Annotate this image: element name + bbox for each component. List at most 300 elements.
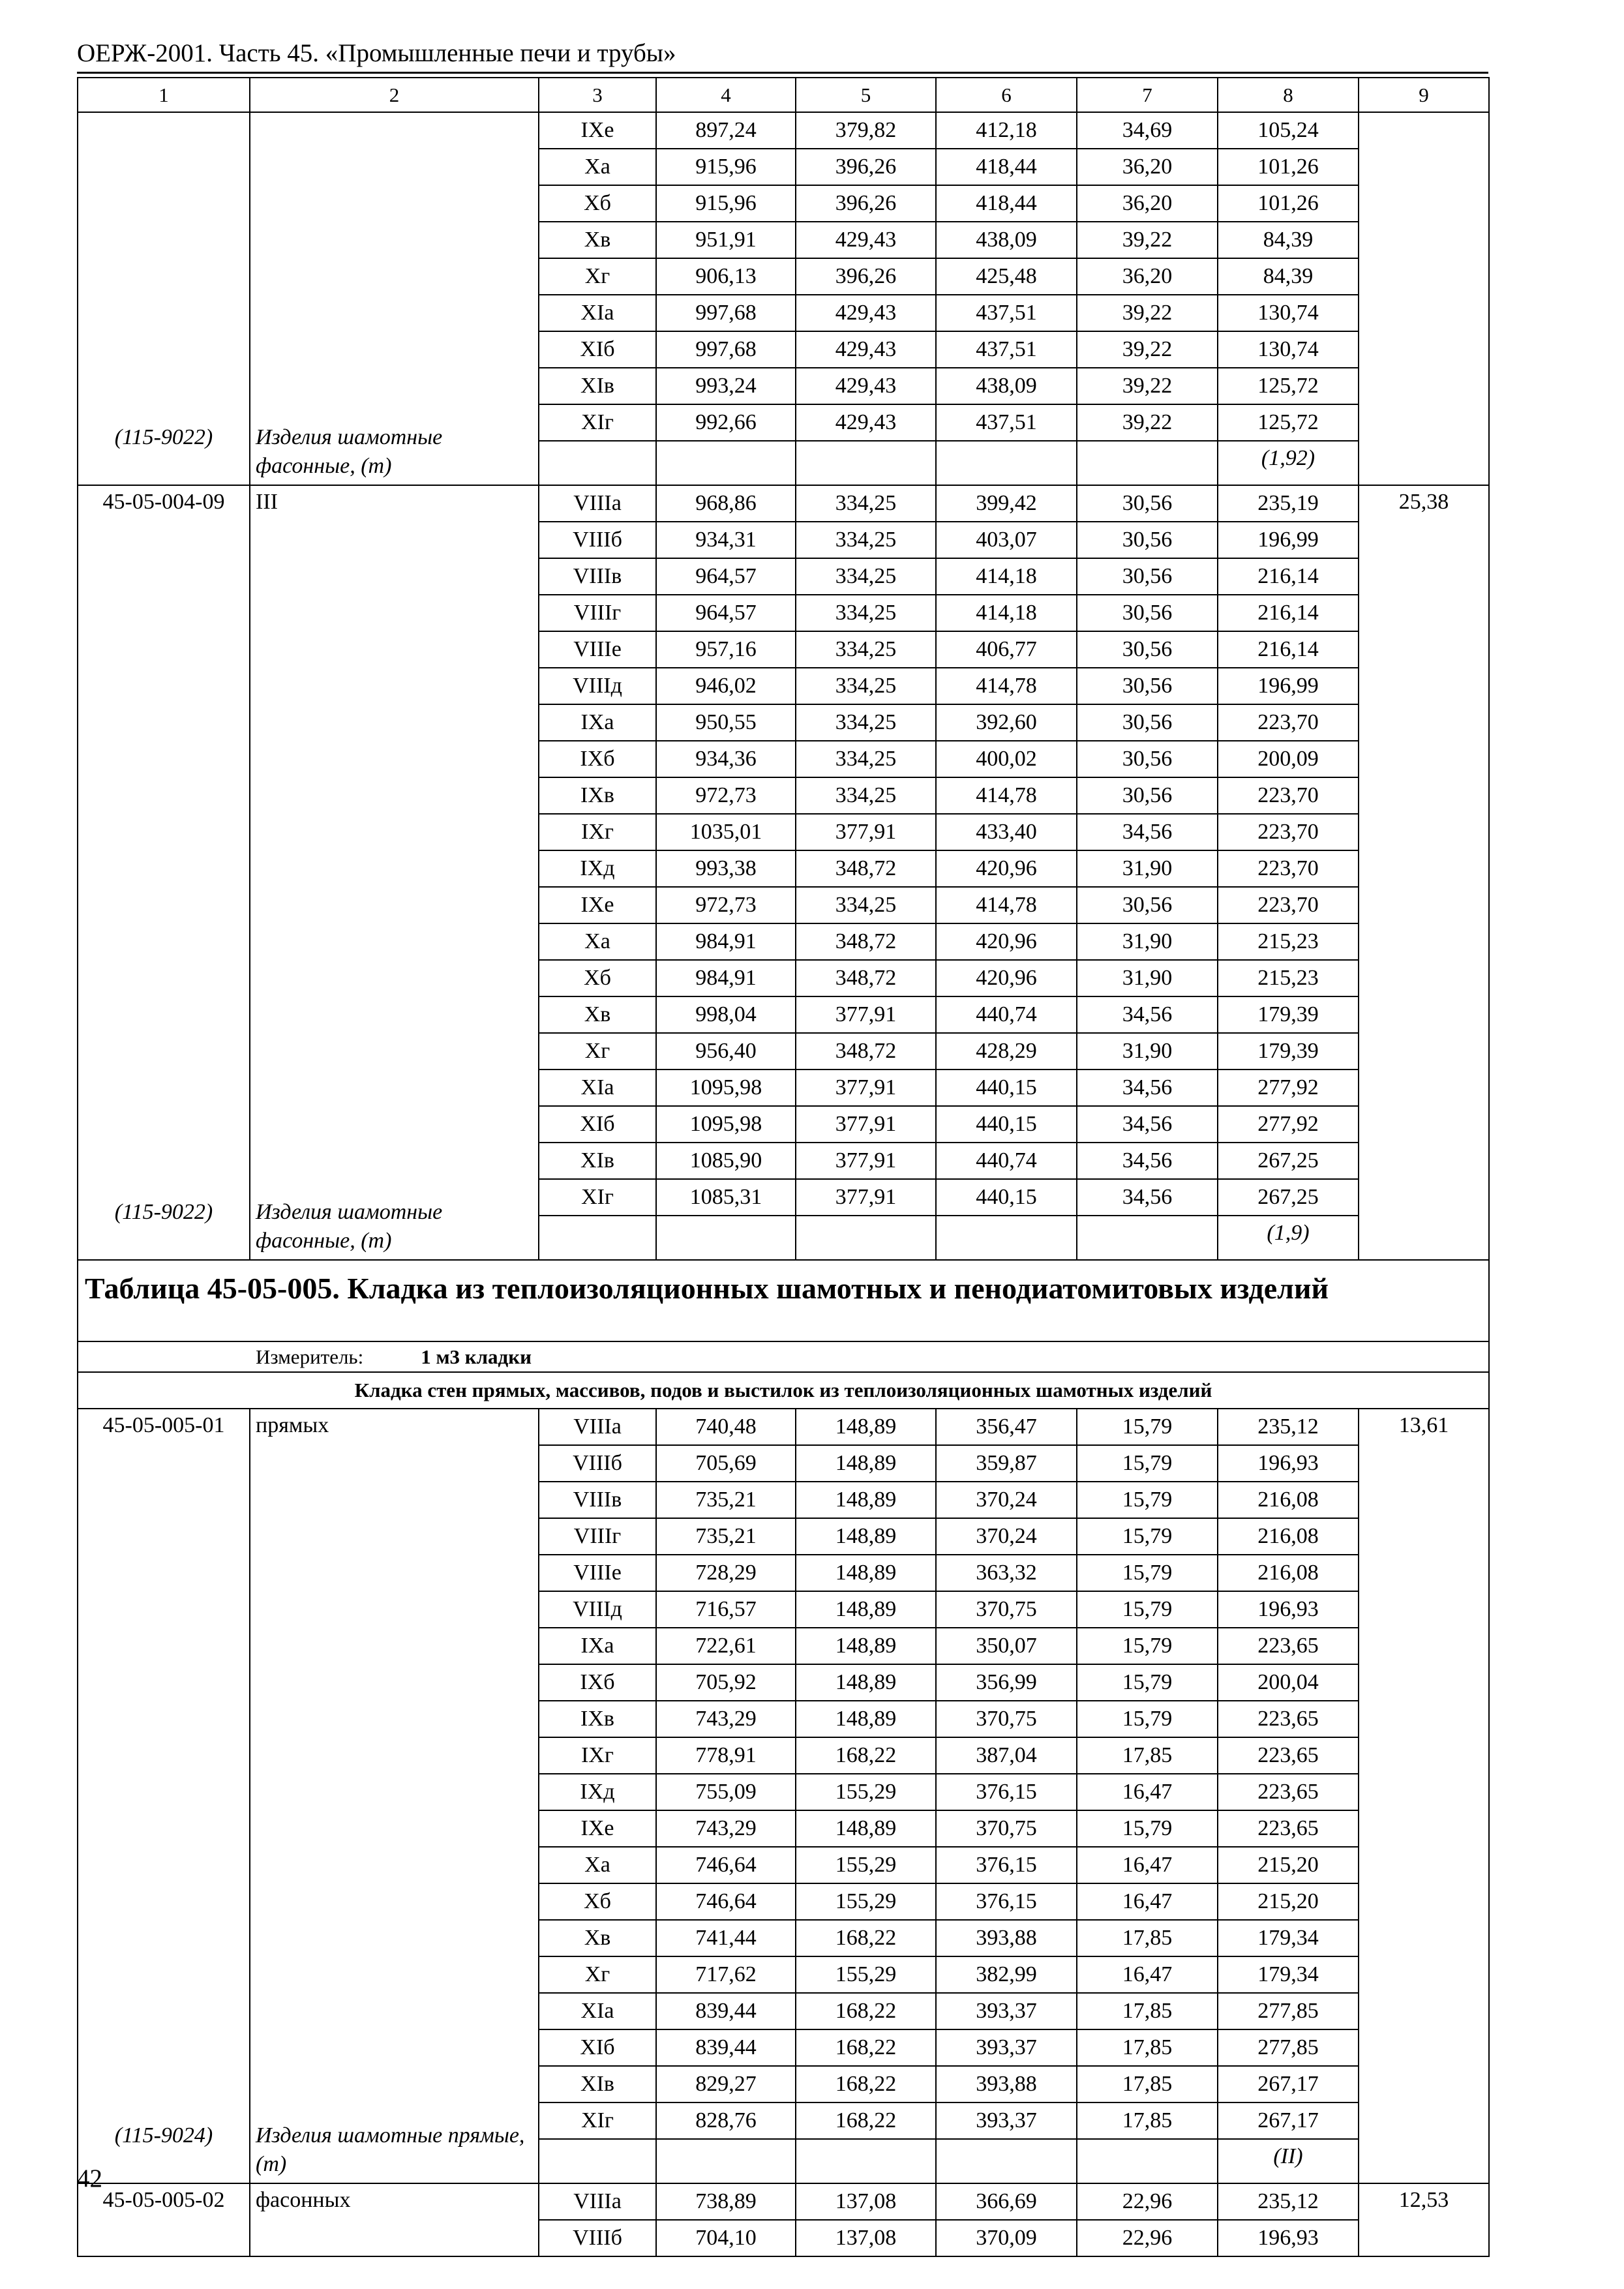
table-cell: 377,91 [796,1143,936,1179]
table-cell: 704,10 [656,2220,796,2256]
table-cell: 393,88 [936,2066,1077,2102]
table-cell: 200,09 [1218,741,1359,777]
table-cell: 30,56 [1077,631,1218,668]
table-cell: XIг [539,1179,656,1216]
rate-code: 45-05-004-09 (115-9022) [78,485,250,1260]
table-cell: 148,89 [796,1445,936,1482]
table-row [78,2183,1489,2220]
table-cell: 437,51 [936,404,1077,441]
empty-cell [539,2139,656,2183]
note-label: Изделия шамотные фасонные, (т) [256,425,443,478]
table-cell: 130,74 [1218,295,1359,331]
table-cell: VIIIa [539,485,656,522]
table-cell: 746,64 [656,1847,796,1883]
table-cell: 179,39 [1218,1033,1359,1070]
table-cell: 34,56 [1077,1070,1218,1106]
table-cell: 420,96 [936,850,1077,887]
table-cell: 15,79 [1077,1591,1218,1628]
table-cell: 348,72 [796,923,936,960]
table-cell: 39,22 [1077,331,1218,368]
table-cell: 334,25 [796,668,936,704]
table-cell: 267,25 [1218,1179,1359,1216]
table-cell: 16,47 [1077,1774,1218,1810]
table-cell: Xв [539,996,656,1033]
column-number: 1 [78,78,250,112]
table-cell: 17,85 [1077,2029,1218,2066]
table-cell: 223,70 [1218,887,1359,923]
table-cell: XIв [539,2066,656,2102]
table-cell: 17,85 [1077,1737,1218,1774]
column-number: 4 [656,78,796,112]
table-cell: 34,56 [1077,1106,1218,1143]
table-cell: 705,92 [656,1664,796,1701]
table-cell: 722,61 [656,1628,796,1664]
table-cell: 376,15 [936,1883,1077,1920]
table-cell: 30,56 [1077,704,1218,741]
table-cell: 396,26 [796,185,936,222]
table-cell: 740,48 [656,1409,796,1445]
table-cell: 377,91 [796,814,936,850]
table-cell: 216,14 [1218,558,1359,595]
table-cell: 277,92 [1218,1106,1359,1143]
table-cell: 215,20 [1218,1883,1359,1920]
table-cell: 420,96 [936,960,1077,996]
table-cell: 997,68 [656,295,796,331]
table-cell: 216,08 [1218,1482,1359,1518]
table-cell: 148,89 [796,1664,936,1701]
table-cell: 1095,98 [656,1106,796,1143]
subsection-title: Кладка стен прямых, массивов, подов и выстилок из теплоизоляционных шамотных изделий [78,1372,1489,1409]
table-cell: 377,91 [796,1106,936,1143]
table-cell: 267,17 [1218,2066,1359,2102]
empty-cell [1077,2139,1218,2183]
column-number: 6 [936,78,1077,112]
table-cell: 348,72 [796,850,936,887]
table-cell: 376,15 [936,1847,1077,1883]
table-cell: 968,86 [656,485,796,522]
table-cell: IXг [539,814,656,850]
table-cell: 101,26 [1218,149,1359,185]
table-cell: 356,99 [936,1664,1077,1701]
table-cell: XIб [539,1106,656,1143]
table-cell: 429,43 [796,222,936,258]
table-cell: 997,68 [656,331,796,368]
table-cell: VIIIв [539,1482,656,1518]
table-cell: 196,99 [1218,668,1359,704]
table-cell: 196,93 [1218,1445,1359,1482]
table-cell: Xб [539,1883,656,1920]
rate-name: прямых Изделия шамотные прямые, (т) [250,1409,539,2183]
table-cell: 148,89 [796,1409,936,1445]
table-cell: 370,75 [936,1810,1077,1847]
column-number: 2 [250,78,539,112]
table-cell: 934,36 [656,741,796,777]
table-cell: 200,04 [1218,1664,1359,1701]
table-cell: 223,65 [1218,1774,1359,1810]
table-cell: 839,44 [656,1993,796,2029]
table-cell: 440,15 [936,1106,1077,1143]
table-cell: 828,76 [656,2102,796,2139]
table-cell: 39,22 [1077,222,1218,258]
note-code: (115-9024) [114,2123,213,2147]
table-cell: 1085,90 [656,1143,796,1179]
table-cell: VIIIв [539,558,656,595]
table-cell: 15,79 [1077,1628,1218,1664]
table-cell: 15,79 [1077,1409,1218,1445]
table-cell: XIa [539,1070,656,1106]
table-cell: 39,22 [1077,404,1218,441]
table-cell: 148,89 [796,1628,936,1664]
table-cell: 31,90 [1077,960,1218,996]
table-cell: 196,93 [1218,1591,1359,1628]
table-cell: 34,56 [1077,1143,1218,1179]
table-cell: 829,27 [656,2066,796,2102]
table-cell: 400,02 [936,741,1077,777]
table-cell: 334,25 [796,704,936,741]
table-cell: 370,24 [936,1518,1077,1555]
table-cell: 393,37 [936,2029,1077,2066]
table-cell: IXб [539,741,656,777]
table-cell: 148,89 [796,1591,936,1628]
rates-table-body [78,78,1489,2256]
empty-cell [796,441,936,485]
table-cell: 34,69 [1077,112,1218,149]
table-cell: Xв [539,222,656,258]
table-cell: 15,79 [1077,1518,1218,1555]
table-cell: 429,43 [796,331,936,368]
table-cell: 429,43 [796,295,936,331]
table-cell: Xг [539,1956,656,1993]
table-title-row [78,1260,1489,1341]
table-cell: 934,31 [656,522,796,558]
table-cell: 440,15 [936,1070,1077,1106]
table-cell: 267,25 [1218,1143,1359,1179]
table-cell: 993,38 [656,850,796,887]
table-cell: IXa [539,1628,656,1664]
empty-cell [656,2139,796,2183]
table-cell: 951,91 [656,222,796,258]
table-cell: 392,60 [936,704,1077,741]
table-cell: 30,56 [1077,595,1218,631]
table-cell: 425,48 [936,258,1077,295]
table-cell: 125,72 [1218,368,1359,404]
table-cell: XIa [539,295,656,331]
table-cell: IXe [539,112,656,149]
table-cell: 396,26 [796,258,936,295]
table-cell: 440,15 [936,1179,1077,1216]
table-cell: 915,96 [656,149,796,185]
empty-cell [796,2139,936,2183]
table-cell: 334,25 [796,887,936,923]
table-cell: 179,39 [1218,996,1359,1033]
note-value: (1,9) [1218,1216,1359,1260]
table-cell: 356,47 [936,1409,1077,1445]
table-cell: Xг [539,1033,656,1070]
table-cell: 277,85 [1218,2029,1359,2066]
table-cell: VIIIб [539,1445,656,1482]
rate-code [78,112,250,485]
table-cell: 1035,01 [656,814,796,850]
column-number: 8 [1218,78,1359,112]
table-cell: 17,85 [1077,2102,1218,2139]
table-cell: 223,65 [1218,1628,1359,1664]
table-cell: 31,90 [1077,850,1218,887]
table-cell: 34,56 [1077,996,1218,1033]
table-cell: 334,25 [796,741,936,777]
table-cell: 30,56 [1077,887,1218,923]
table-cell: 84,39 [1218,222,1359,258]
page-number: 42 [77,2164,102,2192]
table-cell: 155,29 [796,1847,936,1883]
column-number: 5 [796,78,936,112]
table-cell: 16,47 [1077,1847,1218,1883]
empty-cell [539,1216,656,1260]
rate-code: 45-05-005-02 [78,2183,250,2256]
table-cell: VIIIд [539,1591,656,1628]
table-cell: 22,96 [1077,2220,1218,2256]
table-cell: 382,99 [936,1956,1077,1993]
table-cell: 348,72 [796,1033,936,1070]
table-cell: 735,21 [656,1482,796,1518]
table-cell: 155,29 [796,1883,936,1920]
table-cell: XIб [539,331,656,368]
table-cell: IXe [539,1810,656,1847]
table-cell: 433,40 [936,814,1077,850]
table-cell: VIIIд [539,668,656,704]
table-cell: 428,29 [936,1033,1077,1070]
table-row [78,485,1489,522]
table-cell: 992,66 [656,404,796,441]
col9-value: 12,53 [1359,2183,1489,2256]
table-cell: 31,90 [1077,923,1218,960]
table-cell: 998,04 [656,996,796,1033]
table-cell: 778,91 [656,1737,796,1774]
table-cell: IXб [539,1664,656,1701]
table-cell: 964,57 [656,595,796,631]
table-cell: 105,24 [1218,112,1359,149]
empty-cell [1077,1216,1218,1260]
table-cell: 984,91 [656,923,796,960]
table-cell: 155,29 [796,1774,936,1810]
table-cell: 15,79 [1077,1445,1218,1482]
table-cell: 36,20 [1077,258,1218,295]
table-cell: 950,55 [656,704,796,741]
table-cell: 223,70 [1218,850,1359,887]
subsection-row [78,1372,1489,1409]
table-cell: Xб [539,960,656,996]
note-value: (1,92) [1218,441,1359,485]
table-cell: 738,89 [656,2183,796,2220]
table-cell: 379,82 [796,112,936,149]
table-cell: 30,56 [1077,668,1218,704]
table-cell: 125,72 [1218,404,1359,441]
table-cell: 370,09 [936,2220,1077,2256]
table-cell: VIIIe [539,631,656,668]
table-cell: 370,75 [936,1701,1077,1737]
table-cell: 223,65 [1218,1737,1359,1774]
table-cell: 15,79 [1077,1482,1218,1518]
table-cell: 993,24 [656,368,796,404]
table-cell: 350,07 [936,1628,1077,1664]
table-cell: 743,29 [656,1701,796,1737]
empty-cell [796,1216,936,1260]
table-cell: 216,08 [1218,1518,1359,1555]
rates-table [77,77,1490,2257]
table-cell: 438,09 [936,368,1077,404]
table-cell: VIIIг [539,595,656,631]
table-cell: 440,74 [936,996,1077,1033]
table-cell: Xг [539,258,656,295]
table-cell: 915,96 [656,185,796,222]
table-cell: 137,08 [796,2220,936,2256]
table-cell: 22,96 [1077,2183,1218,2220]
table-cell: 377,91 [796,1070,936,1106]
table-cell: 334,25 [796,522,936,558]
empty-cell [539,441,656,485]
table-cell: 277,85 [1218,1993,1359,2029]
table-cell: VIIIг [539,1518,656,1555]
table-cell: 956,40 [656,1033,796,1070]
table-cell: 437,51 [936,331,1077,368]
table-cell: 101,26 [1218,185,1359,222]
table-cell: 277,92 [1218,1070,1359,1106]
table-cell: 363,32 [936,1555,1077,1591]
table-cell: 716,57 [656,1591,796,1628]
table-cell: 334,25 [796,558,936,595]
table-cell: 418,44 [936,185,1077,222]
table-cell: 906,13 [656,258,796,295]
page-header: ОЕРЖ-2001. Часть 45. «Промышленные печи и трубы» [77,39,676,67]
table-cell: XIв [539,368,656,404]
table-cell: 334,25 [796,631,936,668]
table-cell: VIIIa [539,1409,656,1445]
table-cell: 406,77 [936,631,1077,668]
table-cell: 148,89 [796,1555,936,1591]
col9-value [1359,112,1489,485]
table-cell: XIг [539,404,656,441]
table-cell: 334,25 [796,595,936,631]
table-cell: 16,47 [1077,1883,1218,1920]
table-cell: 393,37 [936,2102,1077,2139]
note-code: (115-9022) [114,1200,213,1224]
table-cell: 420,96 [936,923,1077,960]
table-cell: 130,74 [1218,331,1359,368]
table-cell: Xб [539,185,656,222]
table-cell: 216,14 [1218,595,1359,631]
table-cell: 36,20 [1077,149,1218,185]
table-cell: 168,22 [796,1993,936,2029]
table-cell: XIa [539,1993,656,2029]
table-title: Таблица 45-05-005. Кладка из теплоизоляционных шамотных и пенодиатомитовых изделий [78,1260,1489,1341]
rate-code: 45-05-005-01 (115-9024) [78,1409,250,2183]
table-row [78,112,1489,149]
table-cell: IXa [539,704,656,741]
table-cell: VIIIб [539,2220,656,2256]
measure-label: Измеритель: [256,1345,364,1368]
table-cell: 223,70 [1218,704,1359,741]
column-number-row [78,78,1489,112]
table-cell: 17,85 [1077,1993,1218,2029]
table-cell: 705,69 [656,1445,796,1482]
table-cell: 196,99 [1218,522,1359,558]
table-cell: 30,56 [1077,485,1218,522]
table-cell: IXe [539,887,656,923]
table-cell: 429,43 [796,368,936,404]
table-cell: 39,22 [1077,295,1218,331]
column-number: 7 [1077,78,1218,112]
table-cell: 148,89 [796,1518,936,1555]
empty-cell [936,2139,1077,2183]
table-cell: Xa [539,923,656,960]
table-cell: 437,51 [936,295,1077,331]
table-cell: 15,79 [1077,1810,1218,1847]
table-cell: 370,75 [936,1591,1077,1628]
table-cell: 393,88 [936,1920,1077,1956]
rate-name [250,112,539,485]
table-cell: Xa [539,149,656,185]
table-cell: 267,17 [1218,2102,1359,2139]
empty-cell [656,1216,796,1260]
table-cell: 403,07 [936,522,1077,558]
table-cell: 235,12 [1218,2183,1359,2220]
empty-cell [656,441,796,485]
table-cell: 34,56 [1077,1179,1218,1216]
table-cell: 30,56 [1077,777,1218,814]
table-cell: 1095,98 [656,1070,796,1106]
table-cell: 414,18 [936,558,1077,595]
table-cell: 418,44 [936,149,1077,185]
table-cell: 743,29 [656,1810,796,1847]
empty-cell [936,441,1077,485]
table-cell: 155,29 [796,1956,936,1993]
table-cell: 429,43 [796,404,936,441]
empty-cell [936,1216,1077,1260]
table-cell: 396,26 [796,149,936,185]
table-cell: 196,93 [1218,2220,1359,2256]
column-number: 3 [539,78,656,112]
table-cell: 376,15 [936,1774,1077,1810]
col9-value: 13,61 [1359,1409,1489,2183]
table-cell: 216,14 [1218,631,1359,668]
table-cell: IXв [539,777,656,814]
table-cell: 215,20 [1218,1847,1359,1883]
table-cell: 414,18 [936,595,1077,631]
table-cell: 1085,31 [656,1179,796,1216]
table-cell: 728,29 [656,1555,796,1591]
table-cell: 215,23 [1218,960,1359,996]
table-cell: 16,47 [1077,1956,1218,1993]
table-cell: 377,91 [796,996,936,1033]
table-cell: 370,24 [936,1482,1077,1518]
table-cell: 414,78 [936,668,1077,704]
table-cell: XIг [539,2102,656,2139]
rate-name: фасонных [250,2183,539,2256]
table-cell: 168,22 [796,1737,936,1774]
table-cell: 235,12 [1218,1409,1359,1445]
table-cell: 31,90 [1077,1033,1218,1070]
table-cell: 387,04 [936,1737,1077,1774]
note-label: Изделия шамотные фасонные, (т) [256,1200,443,1253]
empty-cell [1077,441,1218,485]
note-value: (II) [1218,2139,1359,2183]
table-cell: 984,91 [656,960,796,996]
table-cell: 30,56 [1077,741,1218,777]
table-cell: XIб [539,2029,656,2066]
table-cell: IXд [539,850,656,887]
table-cell: 15,79 [1077,1664,1218,1701]
header-rule [77,72,1488,74]
table-cell: 34,56 [1077,814,1218,850]
